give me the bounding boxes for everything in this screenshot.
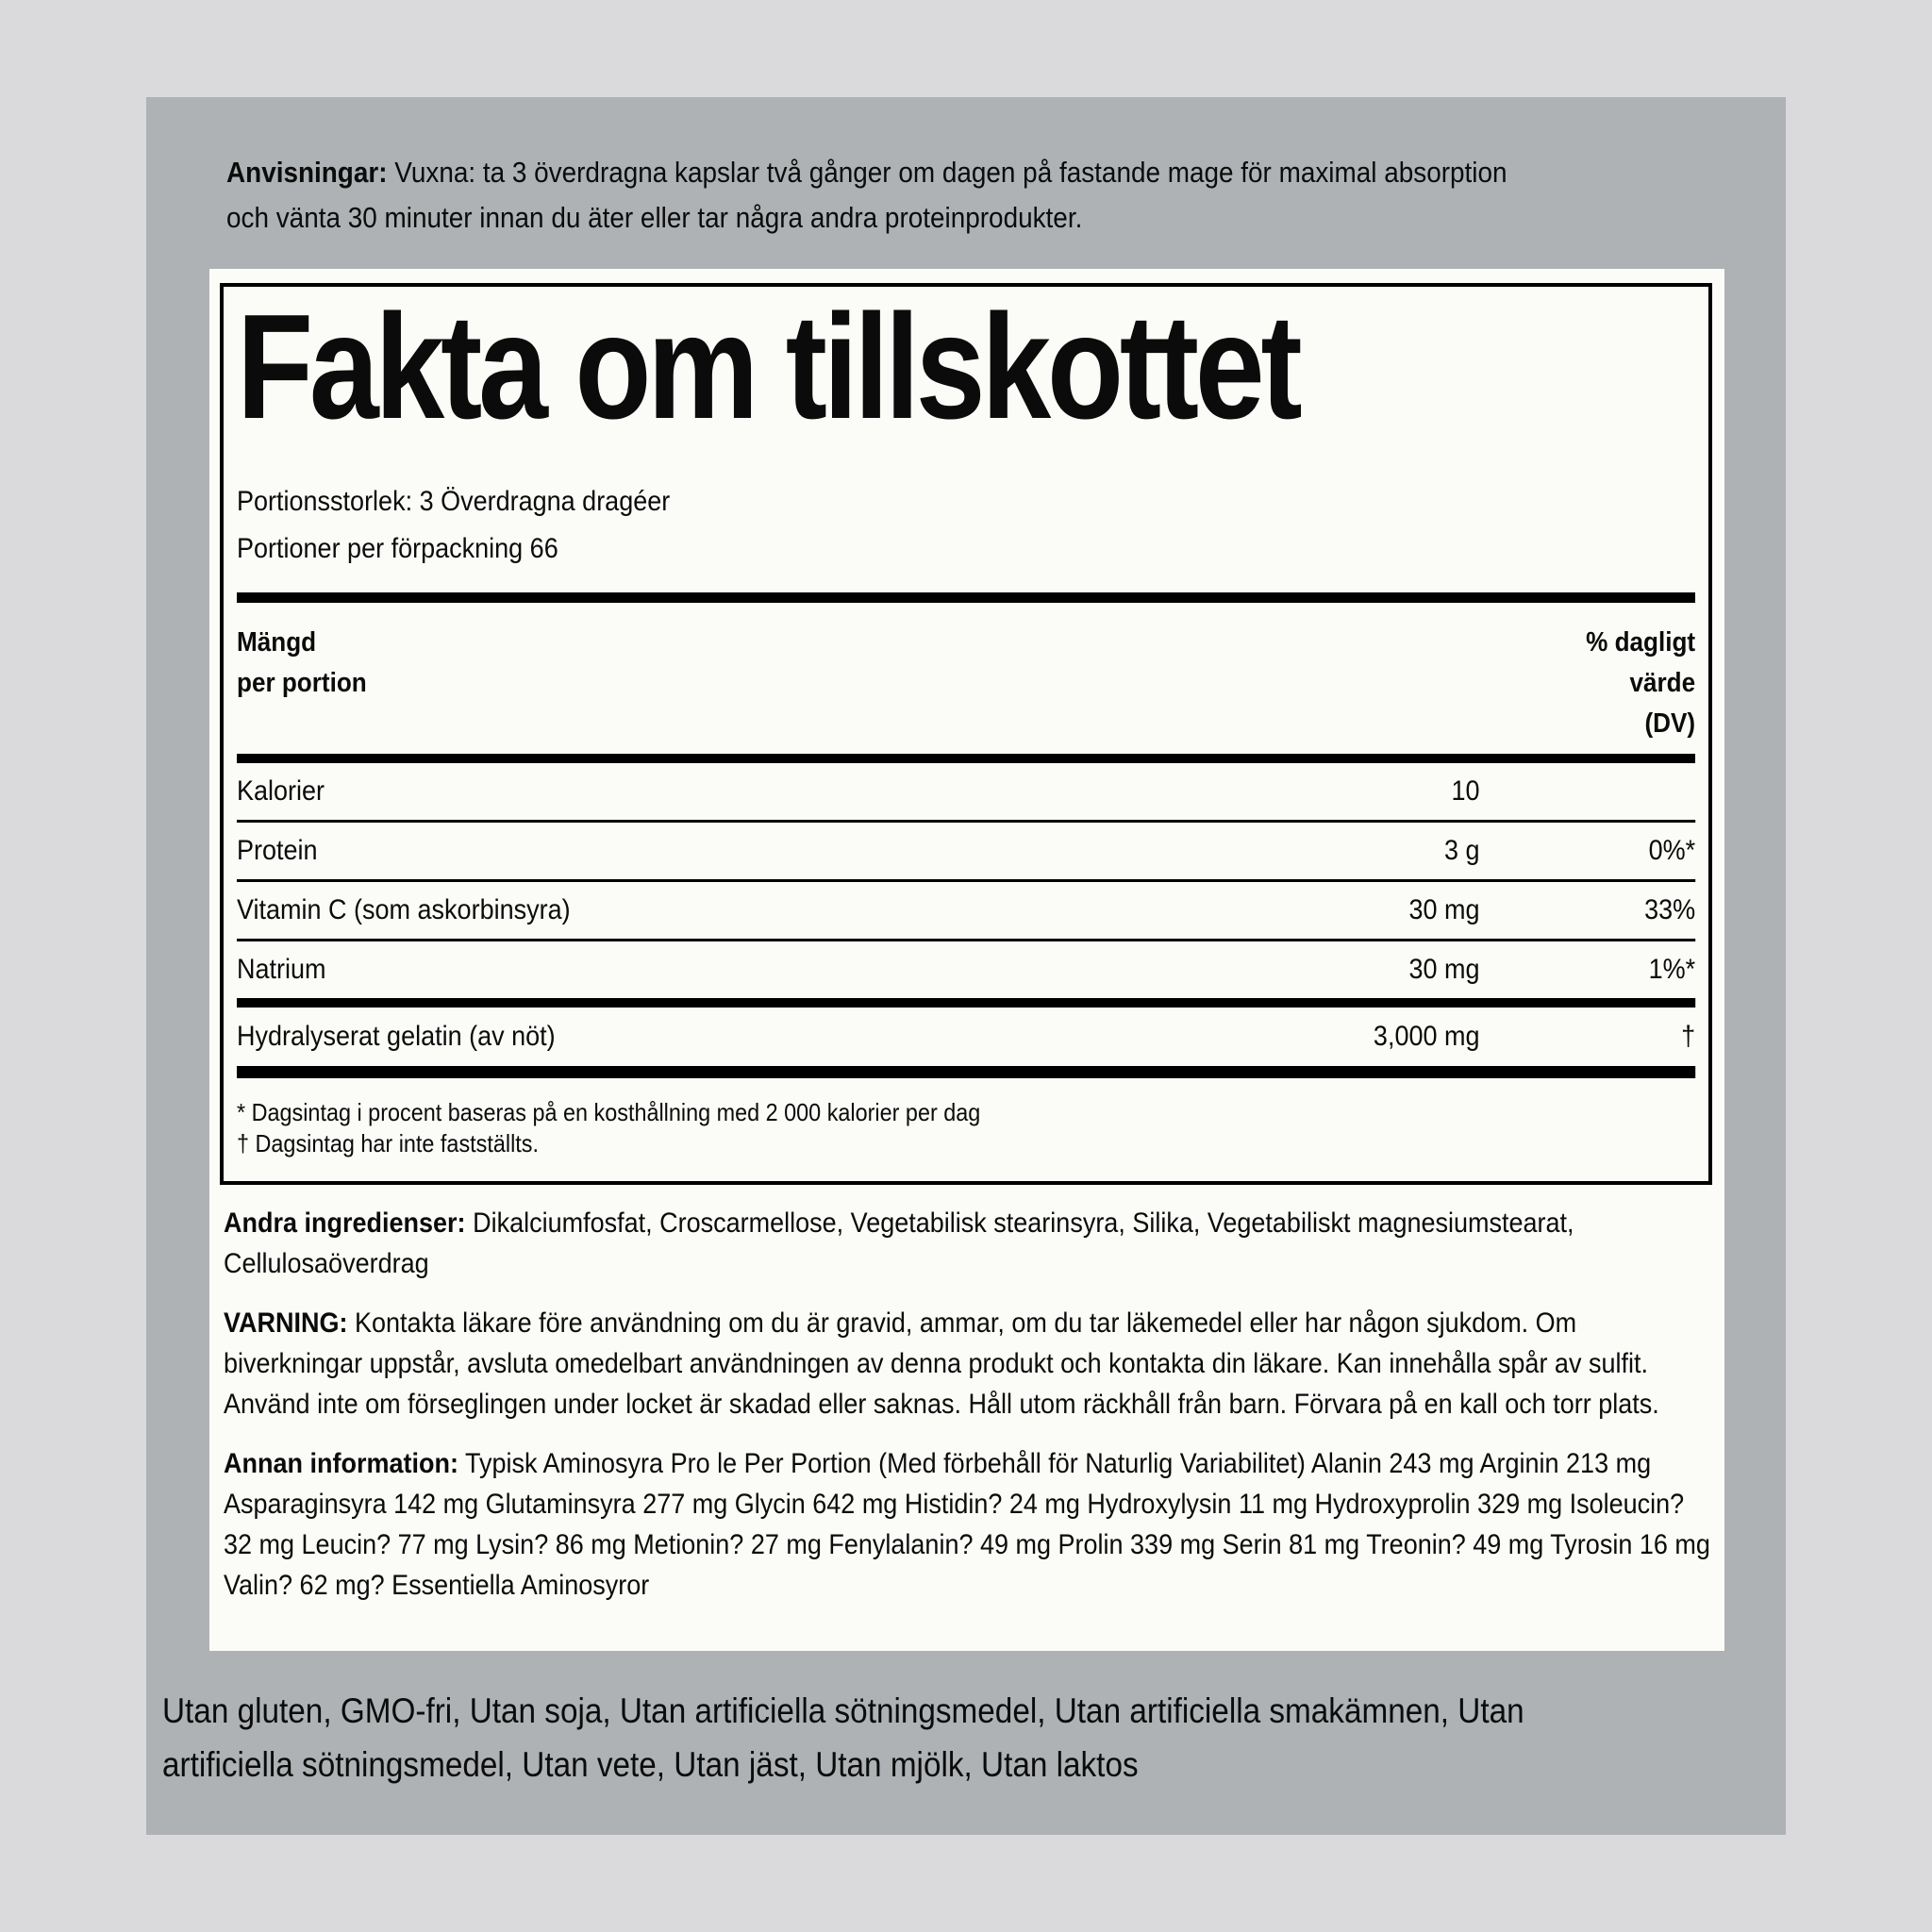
row-dv: 0%*: [1648, 835, 1696, 866]
separator-thick-top: [237, 592, 1695, 603]
directions-body: Vuxna: ta 3 överdragna kapslar två gånger om dagen på fastande mage för maximal absorption och vänta 30 minuter innan du äter eller tar några andra proteinprodukter.: [226, 156, 1507, 234]
row-name: Hydralyserat gelatin (av nöt): [237, 1021, 556, 1052]
table-row-gelatin: [237, 1008, 1695, 1078]
row-dv: †: [1681, 1021, 1696, 1052]
serving-size: Portionsstorlek: 3 Överdragna dragéer: [237, 486, 671, 517]
row-amount: 30 mg: [1408, 954, 1480, 985]
label-paragraphs: [224, 1203, 1710, 1606]
warning-paragraph: [224, 1303, 1710, 1424]
facts-white-area: [209, 269, 1724, 1651]
header-amount-line1: Mängd: [237, 627, 317, 658]
table-row-protein: [237, 823, 1695, 882]
row-name: Kalorier: [237, 775, 325, 807]
warning-text: Kontakta läkare före användning om du är gravid, ammar, om du tar läkemedel eller har någon sjukdom. Om biverkningar uppstår, avsluta omedelbart användningen av denna produkt och kontakta din läkare. Kan innehålla spår av sulfit. Använd inte om förseglingen under locket är skadad eller saknas. Håll utom räckhåll från barn. Förvara på en kall och torr plats.: [224, 1307, 1659, 1420]
table-row-natrium: [237, 941, 1695, 1008]
free-from-text: Utan gluten, GMO-fri, Utan soja, Utan artificiella sötningsmedel, Utan artificiella smakämnen, Utan artificiella sötningsmedel, Utan vete, Utan jäst, Utan mjölk, Utan laktos: [162, 1691, 1524, 1784]
footnote-asterisk: * Dagsintag i procent baseras på en kosthållning med 2 000 kalorier per dag: [237, 1098, 981, 1126]
row-dv: 33%: [1644, 894, 1696, 925]
facts-title: Fakta om tillskottet: [237, 284, 1299, 450]
row-amount: 30 mg: [1408, 894, 1480, 925]
separator-medium-header: [237, 754, 1695, 763]
other-ingredients-label: Andra ingredienser:: [224, 1208, 466, 1239]
row-name: Vitamin C (som askorbinsyra): [237, 894, 571, 925]
header-amount-column: [237, 623, 367, 754]
directions-label: Anvisningar:: [226, 156, 388, 189]
row-dv: 1%*: [1648, 954, 1696, 985]
servings-per-container: Portioner per förpackning 66: [237, 533, 558, 564]
header-dv-line3: (DV): [1644, 708, 1696, 739]
table-row-kalorier: [237, 763, 1695, 823]
row-amount: 3,000 mg: [1373, 1021, 1480, 1052]
other-ingredients-text: Dikalciumfosfat, Croscarmellose, Vegetabilisk stearinsyra, Silika, Vegetabiliskt magnesiumstearat, Cellulosaöverdrag: [224, 1208, 1574, 1279]
header-amount-line2: per portion: [237, 668, 367, 698]
directions-text: [226, 150, 1665, 241]
row-name: Natrium: [237, 954, 326, 985]
row-amount: 3 g: [1443, 835, 1480, 866]
free-from-claims: [162, 1684, 1785, 1791]
table-row-vitamin-c: [237, 882, 1695, 941]
supplement-facts-box: [220, 283, 1712, 1185]
row-name: Protein: [237, 835, 318, 866]
other-ingredients-paragraph: [224, 1203, 1710, 1284]
other-information-paragraph: [224, 1443, 1710, 1606]
other-information-text: Typisk Aminosyra Pro le Per Portion (Med förbehåll för Naturlig Variabilitet) Alanin 243 mg Arginin 213 mg Asparaginsyra 142 mg Glutaminsyra 277 mg Glycin 642 mg Histidin? 24 mg Hydroxylysin 11 mg Hydroxyprolin 329 mg Isoleucin? 32 mg Leucin? 77 mg Lysin? 86 mg Metionin? 27 mg Fenylalanin? 49 mg Prolin 339 mg Serin 81 mg Treonin? 49 mg Tyrosin 16 mg Valin? 62 mg? Essentiella Aminosyror: [224, 1448, 1710, 1601]
header-dv-line1: % dagligt: [1586, 627, 1696, 658]
facts-footnotes: [237, 1097, 1695, 1159]
warning-label: VARNING:: [224, 1307, 348, 1339]
footnote-dagger: † Dagsintag har inte fastställts.: [237, 1129, 539, 1158]
facts-table-header: [237, 603, 1695, 754]
row-amount: 10: [1451, 775, 1480, 807]
label-panel: [146, 97, 1786, 1835]
header-dv-line2: värde: [1629, 668, 1696, 698]
header-dv-column: [1586, 623, 1695, 754]
other-information-label: Annan information:: [224, 1448, 458, 1479]
